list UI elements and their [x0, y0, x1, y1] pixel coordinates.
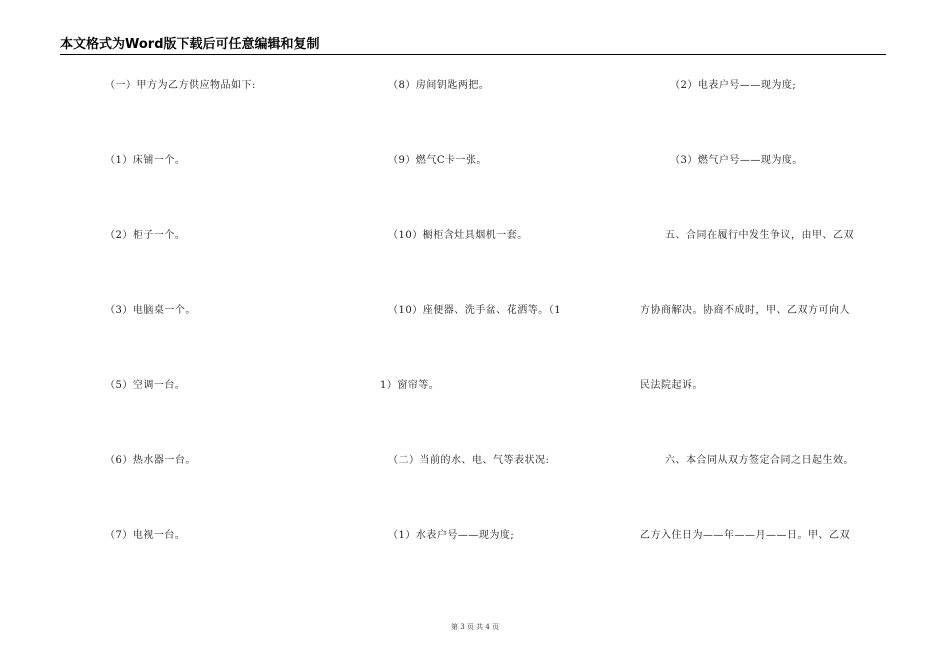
- text-line: （8）房间钥匙两把。: [388, 80, 490, 91]
- text-line: 方协商解决。协商不成时，甲、乙双方可向人: [640, 305, 850, 316]
- text-line: （7）电视一台。: [105, 530, 186, 541]
- text-line: （1）水表户号——现为度;: [388, 530, 515, 541]
- text-line: 六、本合同从双方签定合同之日起生效。: [665, 455, 854, 466]
- text-line: （10）橱柜含灶具烟机一套。: [388, 230, 528, 241]
- text-line: （2）电表户号——现为度;: [670, 80, 797, 91]
- text-column-2: [380, 0, 590, 672]
- page-number-footer: 第 3 页 共 4 页: [450, 623, 500, 631]
- text-line: 1）窗帘等。: [380, 380, 440, 391]
- text-line: 民法院起诉。: [640, 380, 703, 391]
- text-line: （3）燃气户号——现为度。: [670, 155, 803, 166]
- text-line: （3）电脑桌一个。: [105, 305, 196, 316]
- text-line: （6）热水器一台。: [105, 455, 196, 466]
- text-line: （10）座便器、洗手盆、花洒等。（1: [388, 305, 562, 316]
- page-header-title: 本文格式为Word版下载后可任意编辑和复制: [60, 37, 320, 52]
- text-column-3: [640, 0, 880, 672]
- text-line: （一）甲方为乙方供应物品如下:: [105, 80, 256, 91]
- text-line: （9）燃气C卡一张。: [388, 155, 488, 166]
- text-column-1: [105, 0, 335, 672]
- text-line: （二）当前的水、电、气等表状况:: [388, 455, 550, 466]
- text-line: （2）柜子一个。: [105, 230, 186, 241]
- text-line: （1）床铺一个。: [105, 155, 186, 166]
- text-line: 五、合同在履行中发生争议，由甲、乙双: [665, 230, 854, 241]
- text-line: 乙方入住日为——年——月——日。甲、乙双: [640, 530, 850, 541]
- text-line: （5）空调一台。: [105, 380, 186, 391]
